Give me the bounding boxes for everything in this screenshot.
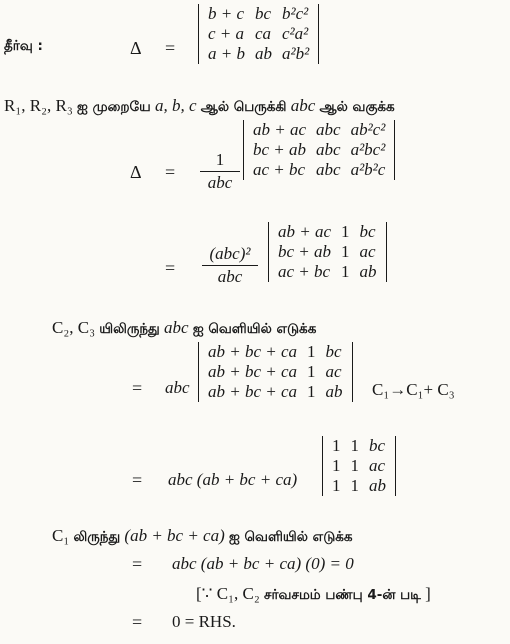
det-row: bc + ab 1 ac [278,242,376,261]
equals-sign: = [165,258,176,278]
final-result: 0 = RHS. [172,612,236,631]
factor-abc-sum: abc (ab + bc + ca) [168,470,298,489]
det-row: ac + bc 1 ab [278,262,377,281]
det-row: ab + bc + ca 1 ab [208,382,343,401]
equals-sign: = [132,470,143,490]
equals-sign: = [132,378,143,398]
determinant-scaled [243,120,395,180]
solution-label: தீர்வு : [4,38,43,54]
det-row: 1 1 ab [332,476,386,495]
equals-sign: = [165,38,176,58]
fraction-abc-squared: (abc)² abc [202,244,258,287]
delta-symbol: Δ [130,38,142,58]
equals-sign: = [165,162,176,182]
equals-sign: = [132,612,143,632]
equals-sign: = [132,554,143,574]
step-take-out-abc: C₂, C₃ யிலிருந்து abc ஐ வெளியில் எடுக்க [52,318,317,337]
det-row: ac + bc abc a²b²c [253,160,386,179]
det-row: ab + ac abc ab²c² [253,120,386,139]
zero-result: abc (ab + bc + ca) (0) = 0 [172,554,354,573]
det-row: ab + bc + ca 1 ac [208,362,342,381]
determinant-initial [198,4,319,64]
det-row: a + b ab a²b² [208,44,310,63]
column-operation: C₁→C₁+ C₃ [372,380,455,399]
det-row: ab + ac 1 bc [278,222,376,241]
reason-bracket: [∵ C₁, C₂ சர்வசமம் பண்பு 4-ன் படி ] [196,584,431,603]
det-row: 1 1 ac [332,456,386,475]
fraction-one-over-abc: 1 abc [200,150,240,193]
determinant-identical-columns [322,436,396,496]
factor-abc: abc [165,378,190,397]
det-row: bc + ab abc a²bc² [253,140,386,159]
determinant-factored [268,222,387,282]
det-row: 1 1 bc [332,436,386,455]
delta-symbol-2: Δ [130,162,142,182]
determinant-column-sum [198,342,353,402]
det-row: c + a ca c²a² [208,24,309,43]
det-row: b + c bc b²c² [208,4,309,23]
det-row: ab + bc + ca 1 bc [208,342,342,361]
step-multiply-text: R₁, R₂, R₃ ஐ முறையே a, b, c ஆல் பெருக்கி abc ஆல் வகுக்க [4,96,395,115]
step-take-out-sum: C₁ லிருந்து (ab + bc + ca) ஐ வெளியில் எடுக்க [52,526,353,545]
